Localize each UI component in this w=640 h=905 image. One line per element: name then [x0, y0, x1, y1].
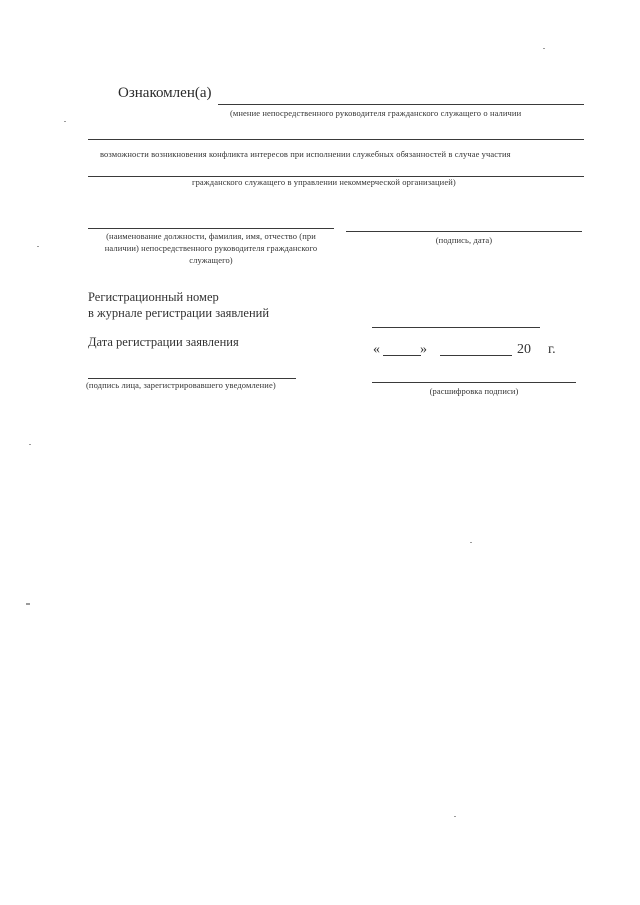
year-suffix: г.	[548, 342, 556, 357]
decoding-caption: (расшифровка подписи)	[429, 386, 519, 396]
manager-position-caption: (наименование должности, фамилия, имя, отчество (при наличии) непосредственного руководителя гражданского служащего)	[104, 231, 318, 265]
opinion-caption-line1: (мнение непосредственного руководителя гражданского служащего о наличии	[230, 108, 522, 118]
acquainted-line[interactable]	[218, 104, 584, 105]
registration-number-line[interactable]	[372, 327, 540, 328]
manager-position-line[interactable]	[88, 228, 334, 229]
registrant-caption: (подпись лица, зарегистрировавшего уведомление)	[86, 380, 276, 390]
scan-speck	[470, 542, 472, 543]
date-open-quote: «	[373, 342, 380, 357]
registration-number-label-line2: в журнале регистрации заявлений	[88, 306, 270, 320]
scan-speck	[543, 48, 545, 49]
scan-speck	[454, 816, 456, 817]
registrant-signature-line[interactable]	[88, 378, 296, 379]
scan-speck	[29, 444, 31, 445]
registration-number-label-line1: Регистрационный номер	[88, 290, 219, 304]
scan-speck	[64, 121, 66, 122]
day-field[interactable]	[383, 355, 421, 356]
opinion-caption-line3: гражданского служащего в управлении некоммерческой организацией)	[192, 177, 456, 187]
opinion-caption-line2: возможности возникновения конфликта интересов при исполнении служебных обязанностей в случае участия	[100, 149, 511, 159]
year-prefix: 20	[517, 342, 531, 357]
opinion-line2[interactable]	[88, 139, 584, 140]
signature-date-line[interactable]	[346, 231, 582, 232]
month-field[interactable]	[440, 355, 512, 356]
acquainted-label: Ознакомлен(а)	[118, 85, 212, 101]
date-close-quote: »	[420, 342, 427, 357]
scan-speck	[26, 603, 30, 605]
decoding-line[interactable]	[372, 382, 576, 383]
registration-date-label: Дата регистрации заявления	[88, 335, 239, 349]
scan-speck	[37, 246, 39, 247]
signature-date-caption: (подпись, дата)	[435, 235, 493, 245]
